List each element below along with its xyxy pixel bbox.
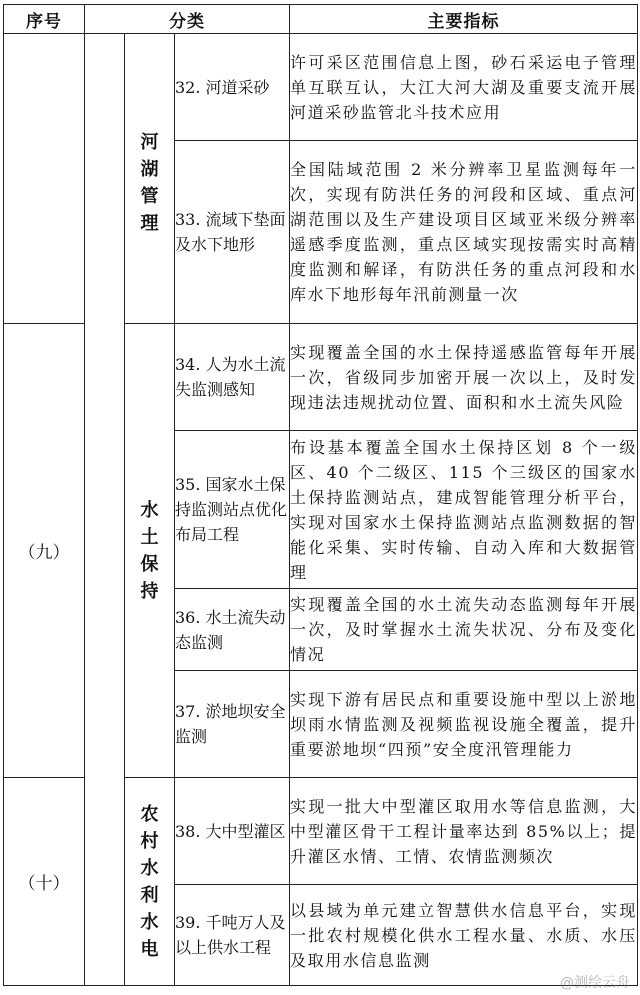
- item-cell: 33. 流域下垫面及水下地形: [175, 141, 290, 324]
- header-row: [4, 5, 638, 34]
- category-label: 农村水利水电: [140, 803, 159, 960]
- seq-cell: （十）: [4, 778, 85, 986]
- header-category: 分类: [85, 5, 290, 34]
- indicator-cell: 布设基本覆盖全国水土保持区划 8 个一级区、40 个二级区、115 个三级区的国家水土保持监测站点，建成智能管理分析平台，实现对国家水土保持监测站点监测数据的智能化采集、实时传输、自动入库和大数据管理: [290, 431, 638, 589]
- table-row: [4, 34, 638, 141]
- header-seq: 序号: [4, 5, 85, 34]
- indicator-table: [3, 4, 638, 986]
- indicator-cell: 实现覆盖全国的水土流失动态监测每年开展一次，及时掌握水土流失状况、分布及变化情况: [290, 589, 638, 671]
- item-cell: 38. 大中型灌区: [175, 778, 290, 885]
- item-cell: 39. 千吨万人及以上供水工程: [175, 885, 290, 986]
- indicator-cell: 实现覆盖全国的水土保持遥感监管每年开展一次，省级同步加密开展一次以上，及时发现违法违规扰动位置、面积和水土流失风险: [290, 324, 638, 431]
- watermark: @测绘云舟: [560, 975, 630, 991]
- seq-cell: [4, 34, 85, 324]
- category-cell-soil-water: [125, 324, 175, 778]
- item-cell: 37. 淤地坝安全监测: [175, 671, 290, 778]
- category-label: 河湖管理: [140, 131, 159, 234]
- seq-cell: （九）: [4, 324, 85, 778]
- header-indicators: 主要指标: [290, 5, 638, 34]
- item-cell: 34. 人为水土流失监测感知: [175, 324, 290, 431]
- item-cell: 32. 河道采砂: [175, 34, 290, 141]
- indicator-cell: 实现下游有居民点和重要设施中型以上淤地坝雨水情监测及视频监视设施全覆盖，提升重要淤地坝“四预”安全度汛管理能力: [290, 671, 638, 778]
- indicator-cell: 许可采区范围信息上图，砂石采运电子管理单互联互认，大江大河大湖及重要支流开展河道采砂监管北斗技术应用: [290, 34, 638, 141]
- indicator-cell: 以县域为单元建立智慧供水信息平台，实现一批农村规模化供水工程水量、水质、水压及取用水信息监测: [290, 885, 638, 986]
- item-cell: 36. 水土流失动态监测: [175, 589, 290, 671]
- indicator-cell: 实现一批大中型灌区取用水等信息监测，大中型灌区骨干工程计量率达到 85%以上；提升灌区水情、工情、农情监测频次: [290, 778, 638, 885]
- item-cell: 35. 国家水土保持监测站点优化布局工程: [175, 431, 290, 589]
- category-label: 水土保持: [140, 499, 159, 602]
- category-cell-rural-water: [125, 778, 175, 986]
- category-cell-river-lake: [125, 34, 175, 324]
- spacer-column: [85, 34, 125, 986]
- indicator-cell: 全国陆域范围 2 米分辨率卫星监测每年一次，实现有防洪任务的河段和区域、重点河湖范围以及生产建设项目区域亚米级分辨率遥感季度监测，重点区域实现按需实时高精度监测和解译，有防洪任务的重点河段和水库水下地形每年汛前测量一次: [290, 141, 638, 324]
